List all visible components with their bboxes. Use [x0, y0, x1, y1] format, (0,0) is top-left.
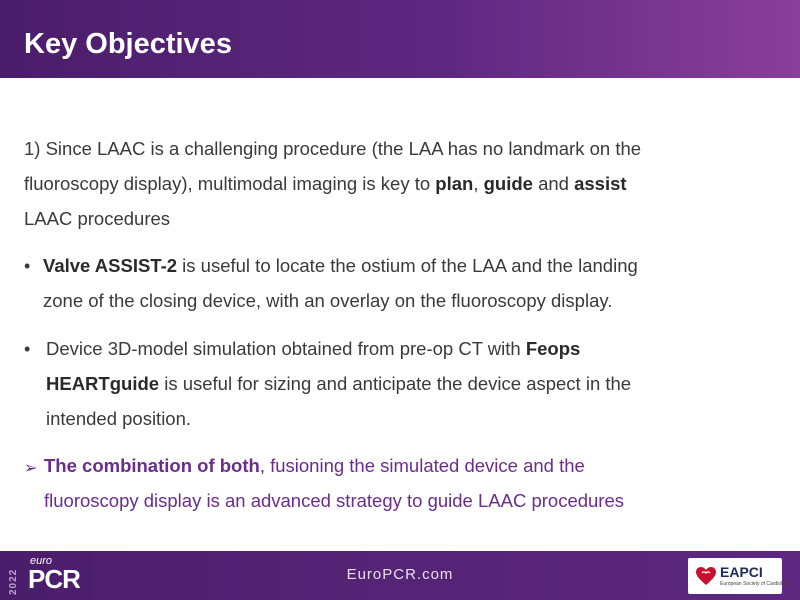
bullet-1-marker: • — [24, 256, 31, 276]
intro-assist: assist — [574, 173, 627, 194]
conclusion-line-2: fluoroscopy display is an advanced strategy to guide LAAC procedures — [44, 490, 625, 511]
eapci-logo — [688, 558, 791, 594]
bullet-1-line-2: zone of the closing device, with an overlay on the fluoroscopy display. — [43, 290, 613, 311]
conclusion-arrow-icon: ➢ — [24, 460, 38, 477]
bullet-2-line-1 — [46, 331, 580, 366]
bullet-2-line-1-text: Device 3D-model simulation obtained from pre-op CT with — [46, 338, 526, 359]
europcr-logo: PCR — [28, 564, 80, 594]
bullet-1-bold: Valve ASSIST-2 — [43, 255, 178, 276]
slide-footer — [0, 551, 800, 600]
heart-icon — [694, 564, 718, 588]
logo-euro: euro — [30, 555, 53, 567]
eapci-name: EAPCI — [720, 564, 763, 580]
intro-line-1: 1) Since LAAC is a challenging procedure (the LAA has no landmark on the — [24, 138, 642, 159]
bullet-2-marker: • — [24, 339, 31, 359]
bullet-2-bold-1: Feops — [525, 338, 581, 359]
bullet-2-line-3: intended position. — [46, 408, 192, 429]
bullet-2-bold-2: HEARTguide — [46, 373, 160, 394]
bullet-2-line-2 — [46, 366, 631, 401]
bullet-1-line-1-text: is useful to locate the ostium of the LAA and the landing — [177, 255, 638, 276]
bullet-2-line-2-text: is useful for sizing and anticipate the device aspect in the — [159, 373, 632, 394]
intro-line-2 — [24, 166, 627, 201]
bullet-1-line-1 — [43, 248, 638, 283]
slide-header — [0, 0, 800, 78]
intro-sep: , — [473, 173, 484, 194]
slide-title: Key Objectives — [24, 28, 232, 60]
conclusion-bold: The combination of both — [44, 455, 260, 476]
intro-guide: guide — [483, 173, 533, 194]
conclusion-line-1 — [44, 448, 585, 483]
intro-and: and — [532, 173, 575, 194]
eapci-subtitle: European Society of Cardiology — [720, 581, 791, 587]
intro-plan: plan — [435, 173, 474, 194]
intro-line-2-text: fluoroscopy display), multimodal imaging is key to — [24, 173, 436, 194]
conclusion-line-1-text: , fusioning the simulated device and the — [259, 455, 585, 476]
footer-url: EuroPCR.com — [346, 566, 454, 583]
intro-line-3: LAAC procedures — [24, 208, 171, 229]
logo-year: 2022 — [8, 568, 19, 595]
